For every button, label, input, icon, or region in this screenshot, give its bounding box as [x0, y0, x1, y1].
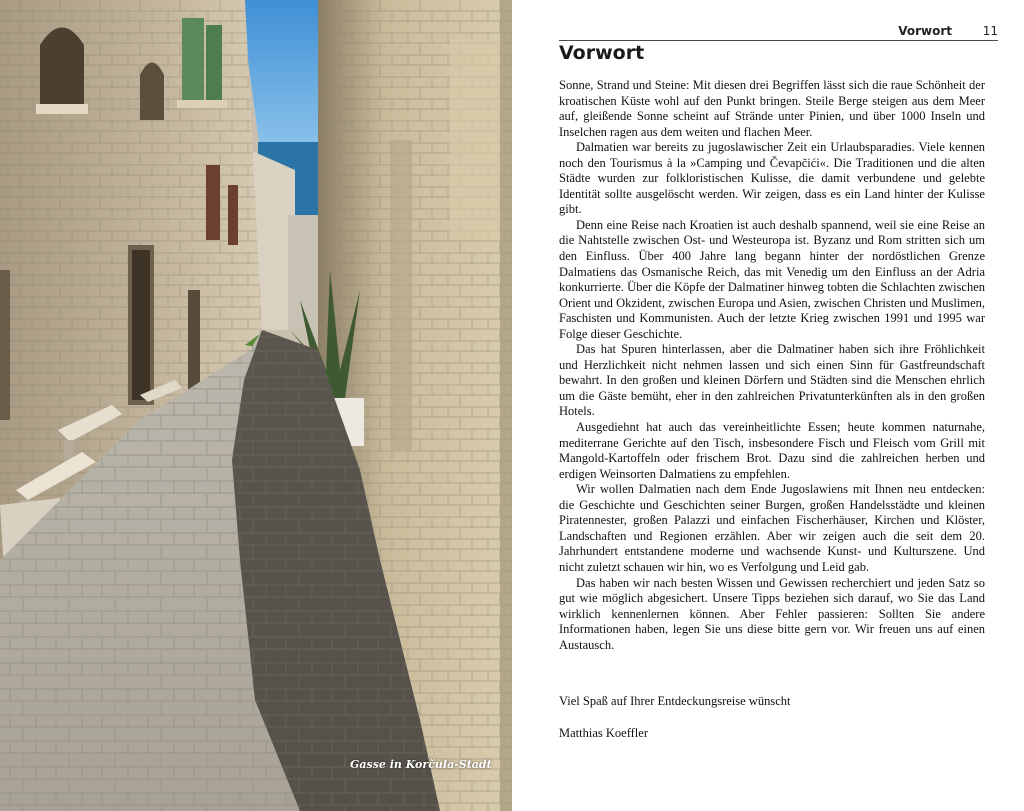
- paragraph: Sonne, Strand und Steine: Mit diesen drei Begriffen lässt sich die raue Schönheit der kroatischen Küste wohl auf den Punkt bringen. Steile Berge steigen aus dem Meer auf, gleißende Sonne scheint auf Strände unter Pinien, und über 1000 Inseln und Inselchen ragen aus dem weiten und flachen Meer.: [559, 78, 985, 139]
- paragraph: Dalmatien war bereits zu jugoslawischer Zeit ein Urlaubsparadies. Viele kennen noch den Tourismus à la »Camping und Čevapčići«. Die Traditionen und die alten Städte wurden zur folkloristischen Kulisse, die damit verbundene und gelebte Identität sollte ausgelöscht werden. Wir zeigen, dass es ein Land hinter der Kulisse gibt.: [559, 140, 985, 217]
- page-number: 11: [982, 24, 998, 38]
- paragraph: Das haben wir nach besten Wissen und Gewissen recherchiert und jeden Satz so gut wie möglich abgesichert. Unsere Tipps beziehen sich darauf, wo Sie das Land wirklich kennenlernen können. Aber Fehler passieren: Sollten Sie andere Informationen haben, legen Sie uns diese bitte gern vor. Wir freuen uns auf einen Austausch.: [559, 575, 985, 652]
- body-text: [559, 78, 985, 653]
- paragraph: Das hat Spuren hinterlassen, aber die Dalmatiner haben sich ihre Fröhlichkeit und Herzlichkeit nicht nehmen lassen und sich einen Sinn für Gastfreundschaft bewahrt. In den großen und kleinen Dörfern und Städten sind die Menschen ehrlich um die Gäste bemüht, eher in den zahlreichen Privatunterkünften als in den großen Hotels.: [559, 342, 985, 419]
- paragraph: Ausgediehnt hat auch das vereinheitlichte Essen; heute kommen naturnahe, mediterrane Gerichte auf den Tisch, insbesondere Fisch und Fleisch vom Grill mit Mangold-Kartoffeln oder frischem Brot. Dazu sind die zahlreichen herben und erdigen Weinsorten Dalmatiens zu empfehlen.: [559, 420, 985, 481]
- text-page: [512, 0, 1024, 811]
- paragraph: Denn eine Reise nach Kroatien ist auch deshalb spannend, weil sie eine Reise an die Nahtstelle zwischen Ost- und Westeuropa ist. Byzanz und Rom stritten sich um den Einfluss. Über 400 Jahre lang begann hinter der nordöstlichen Grenze Dalmatiens das Osmanische Reich, das mit Venedig um den Einfluss an der Adria konkurrierte. Über die Köpfe der Dalmatiner hinweg tobten die Schlachten zwischen Orient und Okzident, zwischen Europa und Asien, zwischen Christen und Muslimen, Faschisten und Kommunisten. Auch der letzte Krieg zwischen 1991 und 1995 war Folge dieser Geschichte.: [559, 217, 985, 341]
- author-signature: Matthias Koeffler: [559, 726, 648, 740]
- running-head-title: Vorwort: [898, 24, 952, 38]
- running-head: [559, 24, 998, 41]
- closing-line: Viel Spaß auf Ihrer Entdeckungsreise wünscht: [559, 694, 791, 708]
- chapter-title: Vorwort: [559, 42, 645, 64]
- photo-caption: Gasse in Korčula-Stadt: [350, 758, 492, 771]
- paragraph: Wir wollen Dalmatien nach dem Ende Jugoslawiens mit Ihnen neu entdecken: die Geschichte und Geschichten seiner Burgen, großen Handelsstädte und kleinen Piratennester, großen Palazzi und einfachen Fischerhäuser, Kirchen und Klöster, Landschaften und Regionen erzählen. Aber wir zeigen auch die seit dem 20. Jahrhundert entstandene moderne und wachsende Kunst- und Kulturszene. Und nicht zuletzt schauen wir hin, wo es Verfolgung und Leid gab.: [559, 482, 985, 574]
